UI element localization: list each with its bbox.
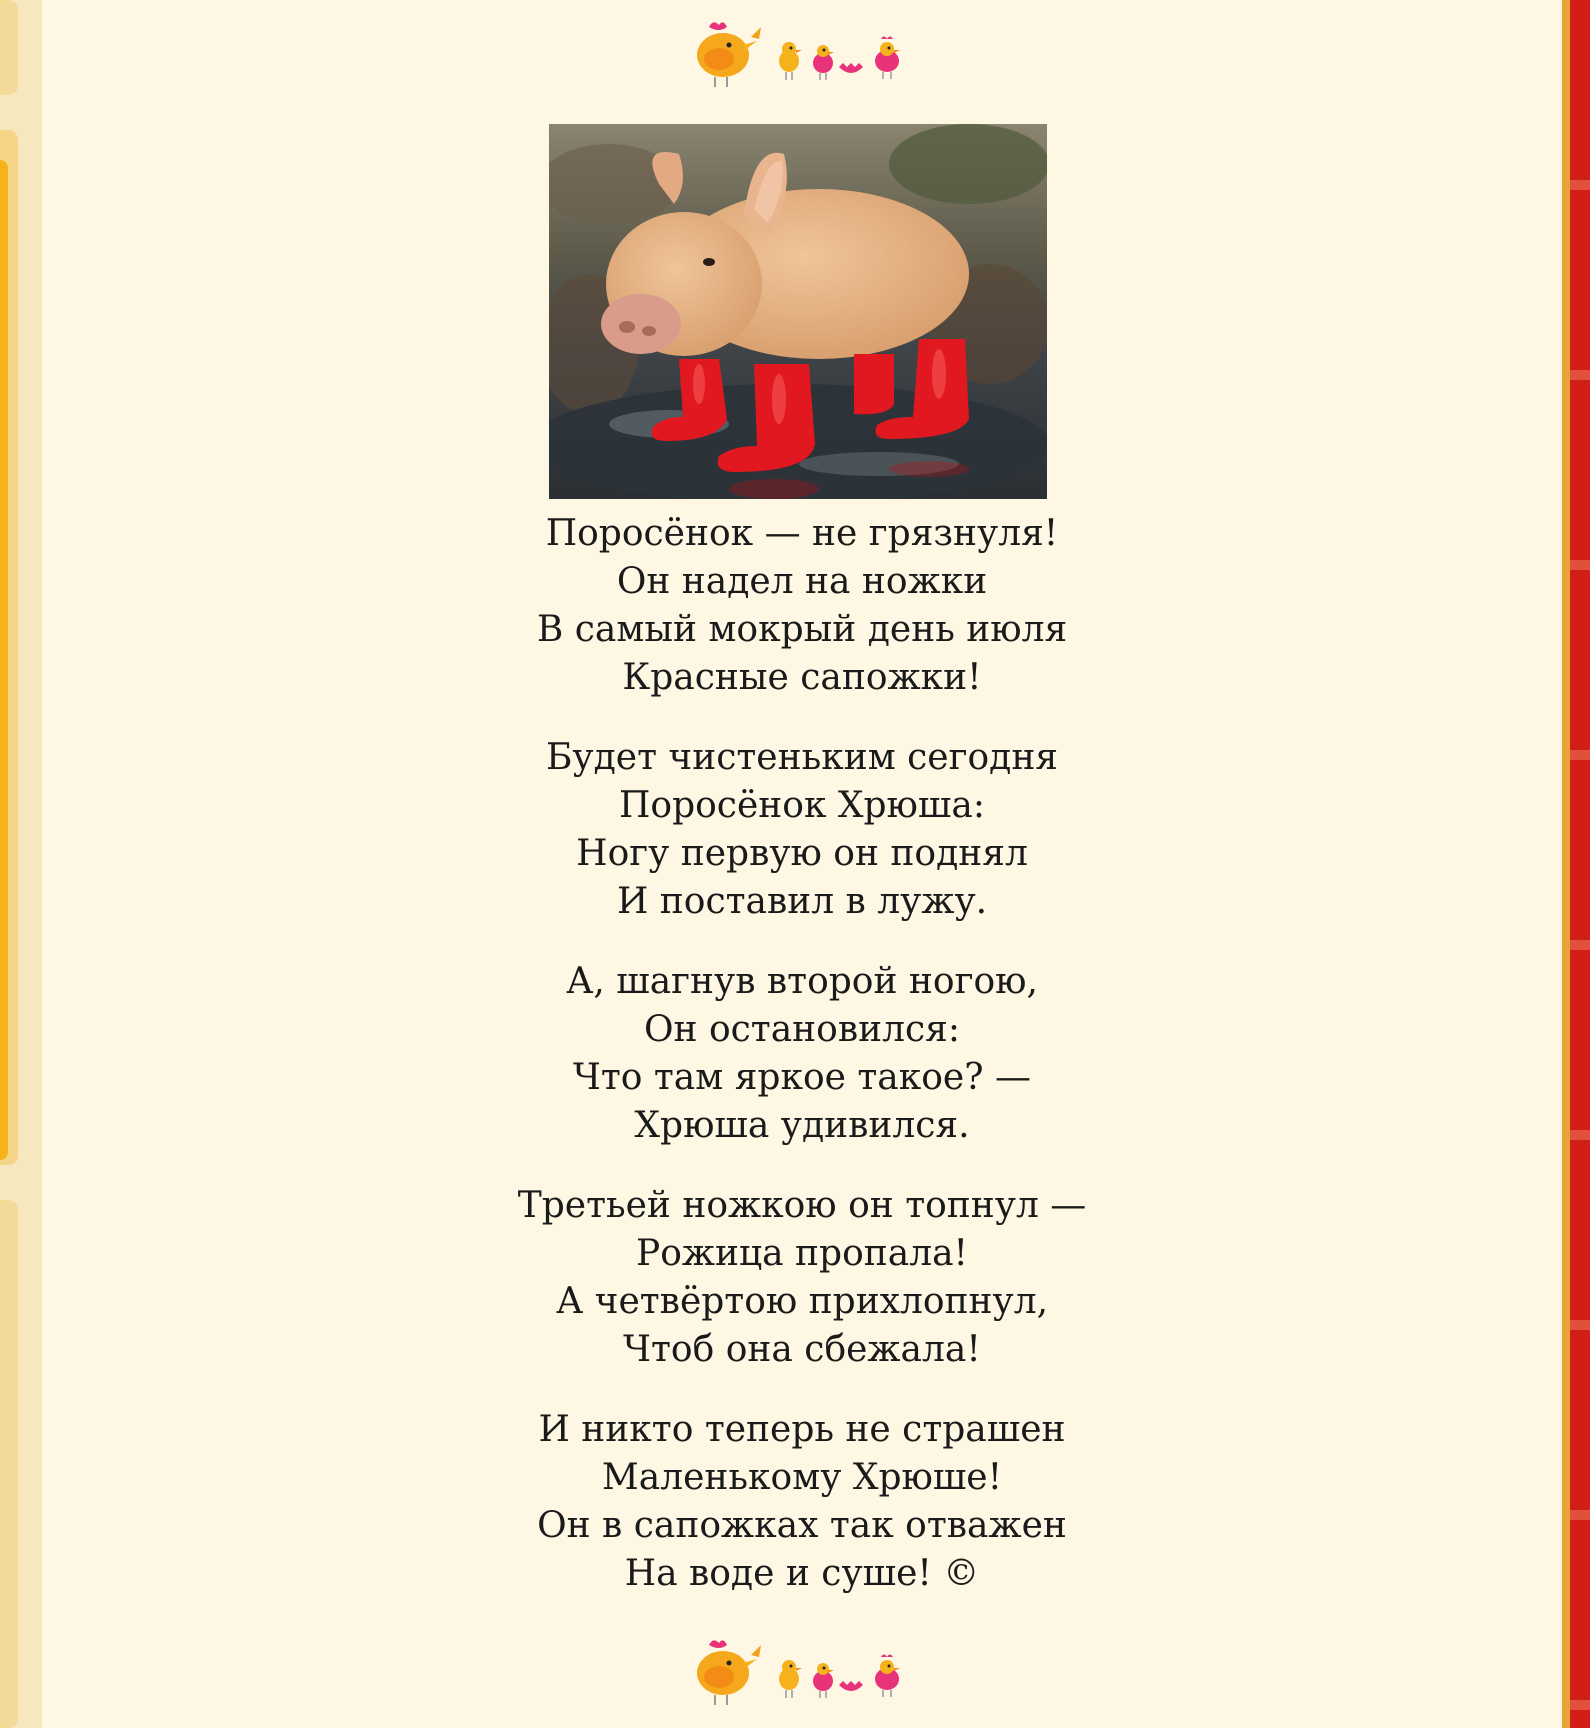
poem-line: Чтоб она сбежала! <box>623 1329 981 1370</box>
poem-line: И поставил в лужу. <box>616 881 988 922</box>
poem-line: В самый мокрый день июля <box>536 609 1068 650</box>
poem-stanza <box>42 1182 1562 1374</box>
poem-line: Третьей ножкою он топнул — <box>517 1185 1087 1226</box>
poem-line: Он в сапожках так отважен <box>537 1505 1067 1546</box>
content-area <box>42 0 1562 1728</box>
poem-line: Он надел на ножки <box>616 561 988 602</box>
poem-line: Ногу первую он поднял <box>576 833 1028 874</box>
poem-line: Красные сапожки! <box>622 657 982 698</box>
poem-line: Маленькому Хрюше! <box>601 1457 1003 1498</box>
poem-line: Поросёнок — не грязнуля! <box>545 513 1059 554</box>
hen-and-chicks-icon <box>687 15 917 95</box>
left-sidebar-strip <box>0 0 42 1728</box>
poem-line: А, шагнув второй ногою, <box>566 961 1038 1002</box>
right-border-red-stripe <box>1570 0 1590 1728</box>
poem-line: Рожица пропала! <box>635 1233 969 1274</box>
piglet-photo <box>549 124 1047 499</box>
poem-line: На воде и суше! © <box>624 1553 980 1594</box>
sidebar-tab <box>0 1200 18 1728</box>
poem-line: Будет чистеньким сегодня <box>545 737 1059 778</box>
right-border <box>1562 0 1590 1728</box>
poem-line: Поросёнок Хрюша: <box>619 785 985 826</box>
piglet-in-red-boots-image <box>549 124 1047 499</box>
sidebar-tab <box>0 0 18 95</box>
poem-line: Хрюша удивился. <box>634 1105 970 1146</box>
poem-stanza <box>42 1406 1562 1598</box>
hen-and-chicks-icon <box>687 1633 917 1713</box>
top-divider <box>42 15 1562 95</box>
poem-stanza <box>42 958 1562 1150</box>
poem-stanza <box>42 510 1562 702</box>
poem-line: Он остановился: <box>644 1009 960 1050</box>
sidebar-tab <box>0 130 18 1165</box>
poem-stanza <box>42 734 1562 926</box>
bottom-divider <box>42 1633 1562 1713</box>
poem-line: А четвёртою прихлопнул, <box>555 1281 1049 1322</box>
poem <box>42 510 1562 1630</box>
poem-line: И никто теперь не страшен <box>538 1409 1066 1450</box>
poem-line: Что там яркое такое? — <box>573 1057 1031 1098</box>
